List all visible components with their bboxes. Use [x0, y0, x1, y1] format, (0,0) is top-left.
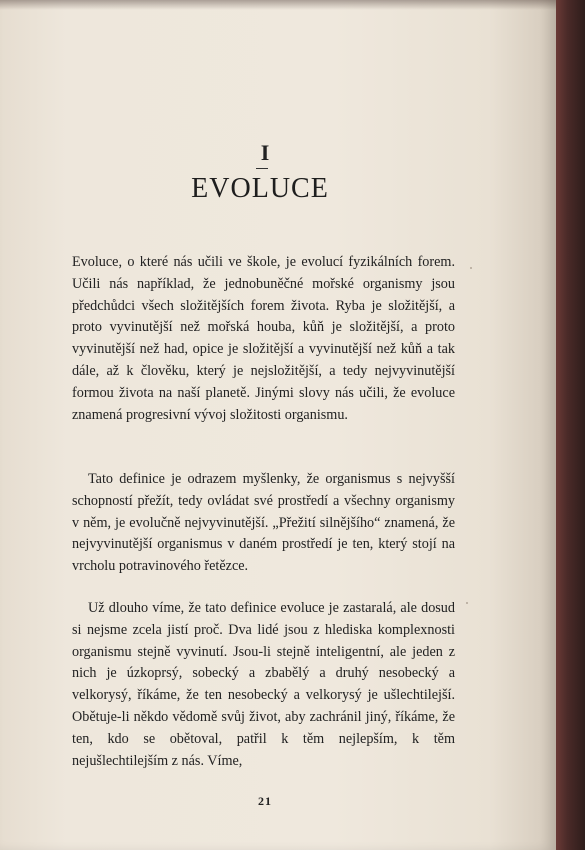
book-cover-edge [556, 0, 585, 850]
paper-speck [466, 602, 468, 604]
paragraph-2-block [72, 469, 455, 578]
chapter-rule [256, 168, 268, 169]
chapter-title: EVOLUCE [191, 173, 329, 204]
paragraph-1: Evoluce, o které nás učili ve škole, je evolucí fyzikálních forem. Učili nás například, že jednobuněčné mořské organismy jsou předchůdci všech složitějších forem života. Ryba je složitější, a proto vyvinutější než mořská houba, kůň je složitější, a proto vyvinutější než had, opice je složitější a vyvinutější než kůň a tak dále, až k člověku, který je nejsložitější, a tedy nejvyvinutější formou života na naší planetě. Jinými slovy nás učili, že evoluce znamená progresivní vývoj složitosti organismu. [72, 254, 455, 423]
paragraph-3-block [72, 598, 455, 772]
paragraph-3: Už dlouho víme, že tato definice evoluce je zastaralá, ale dosud si nejsme zcela jistí proč. Dva lidé jsou z hlediska komplexnosti organismu stejně vyvinutí. Jsou-li stejně inteligentní, ale jeden z nich je úzkoprsý, sobecký a zbabělý a druhý nesobecký a velkorysý, říkáme, že ten nesobecký a velkorysý je ušlechtilejší. Obětuje-li někdo vědomě svůj život, aby zachránil jiný, říkáme, že ten, kdo se obětoval, patřil k těm nejlepším, k těm nejušlechtilejším z nás. Víme, [72, 600, 455, 769]
paragraph-1-block [72, 252, 455, 426]
page-top-shadow [0, 0, 556, 10]
paragraph-2: Tato definice je odrazem myšlenky, že organismus s nejvyšší schopností přežít, tedy ovládat své prostředí a všechny organismy v něm, je evolučně nejvyvinutější. „Přežití silnějšího“ znamená, že nejvyvinutější organismus v daném prostředí je ten, který stojí na vrcholu potravinového řetězce. [72, 471, 455, 575]
page-number: 21 [258, 794, 272, 808]
paper-speck [470, 267, 472, 269]
chapter-number: I [260, 140, 270, 165]
